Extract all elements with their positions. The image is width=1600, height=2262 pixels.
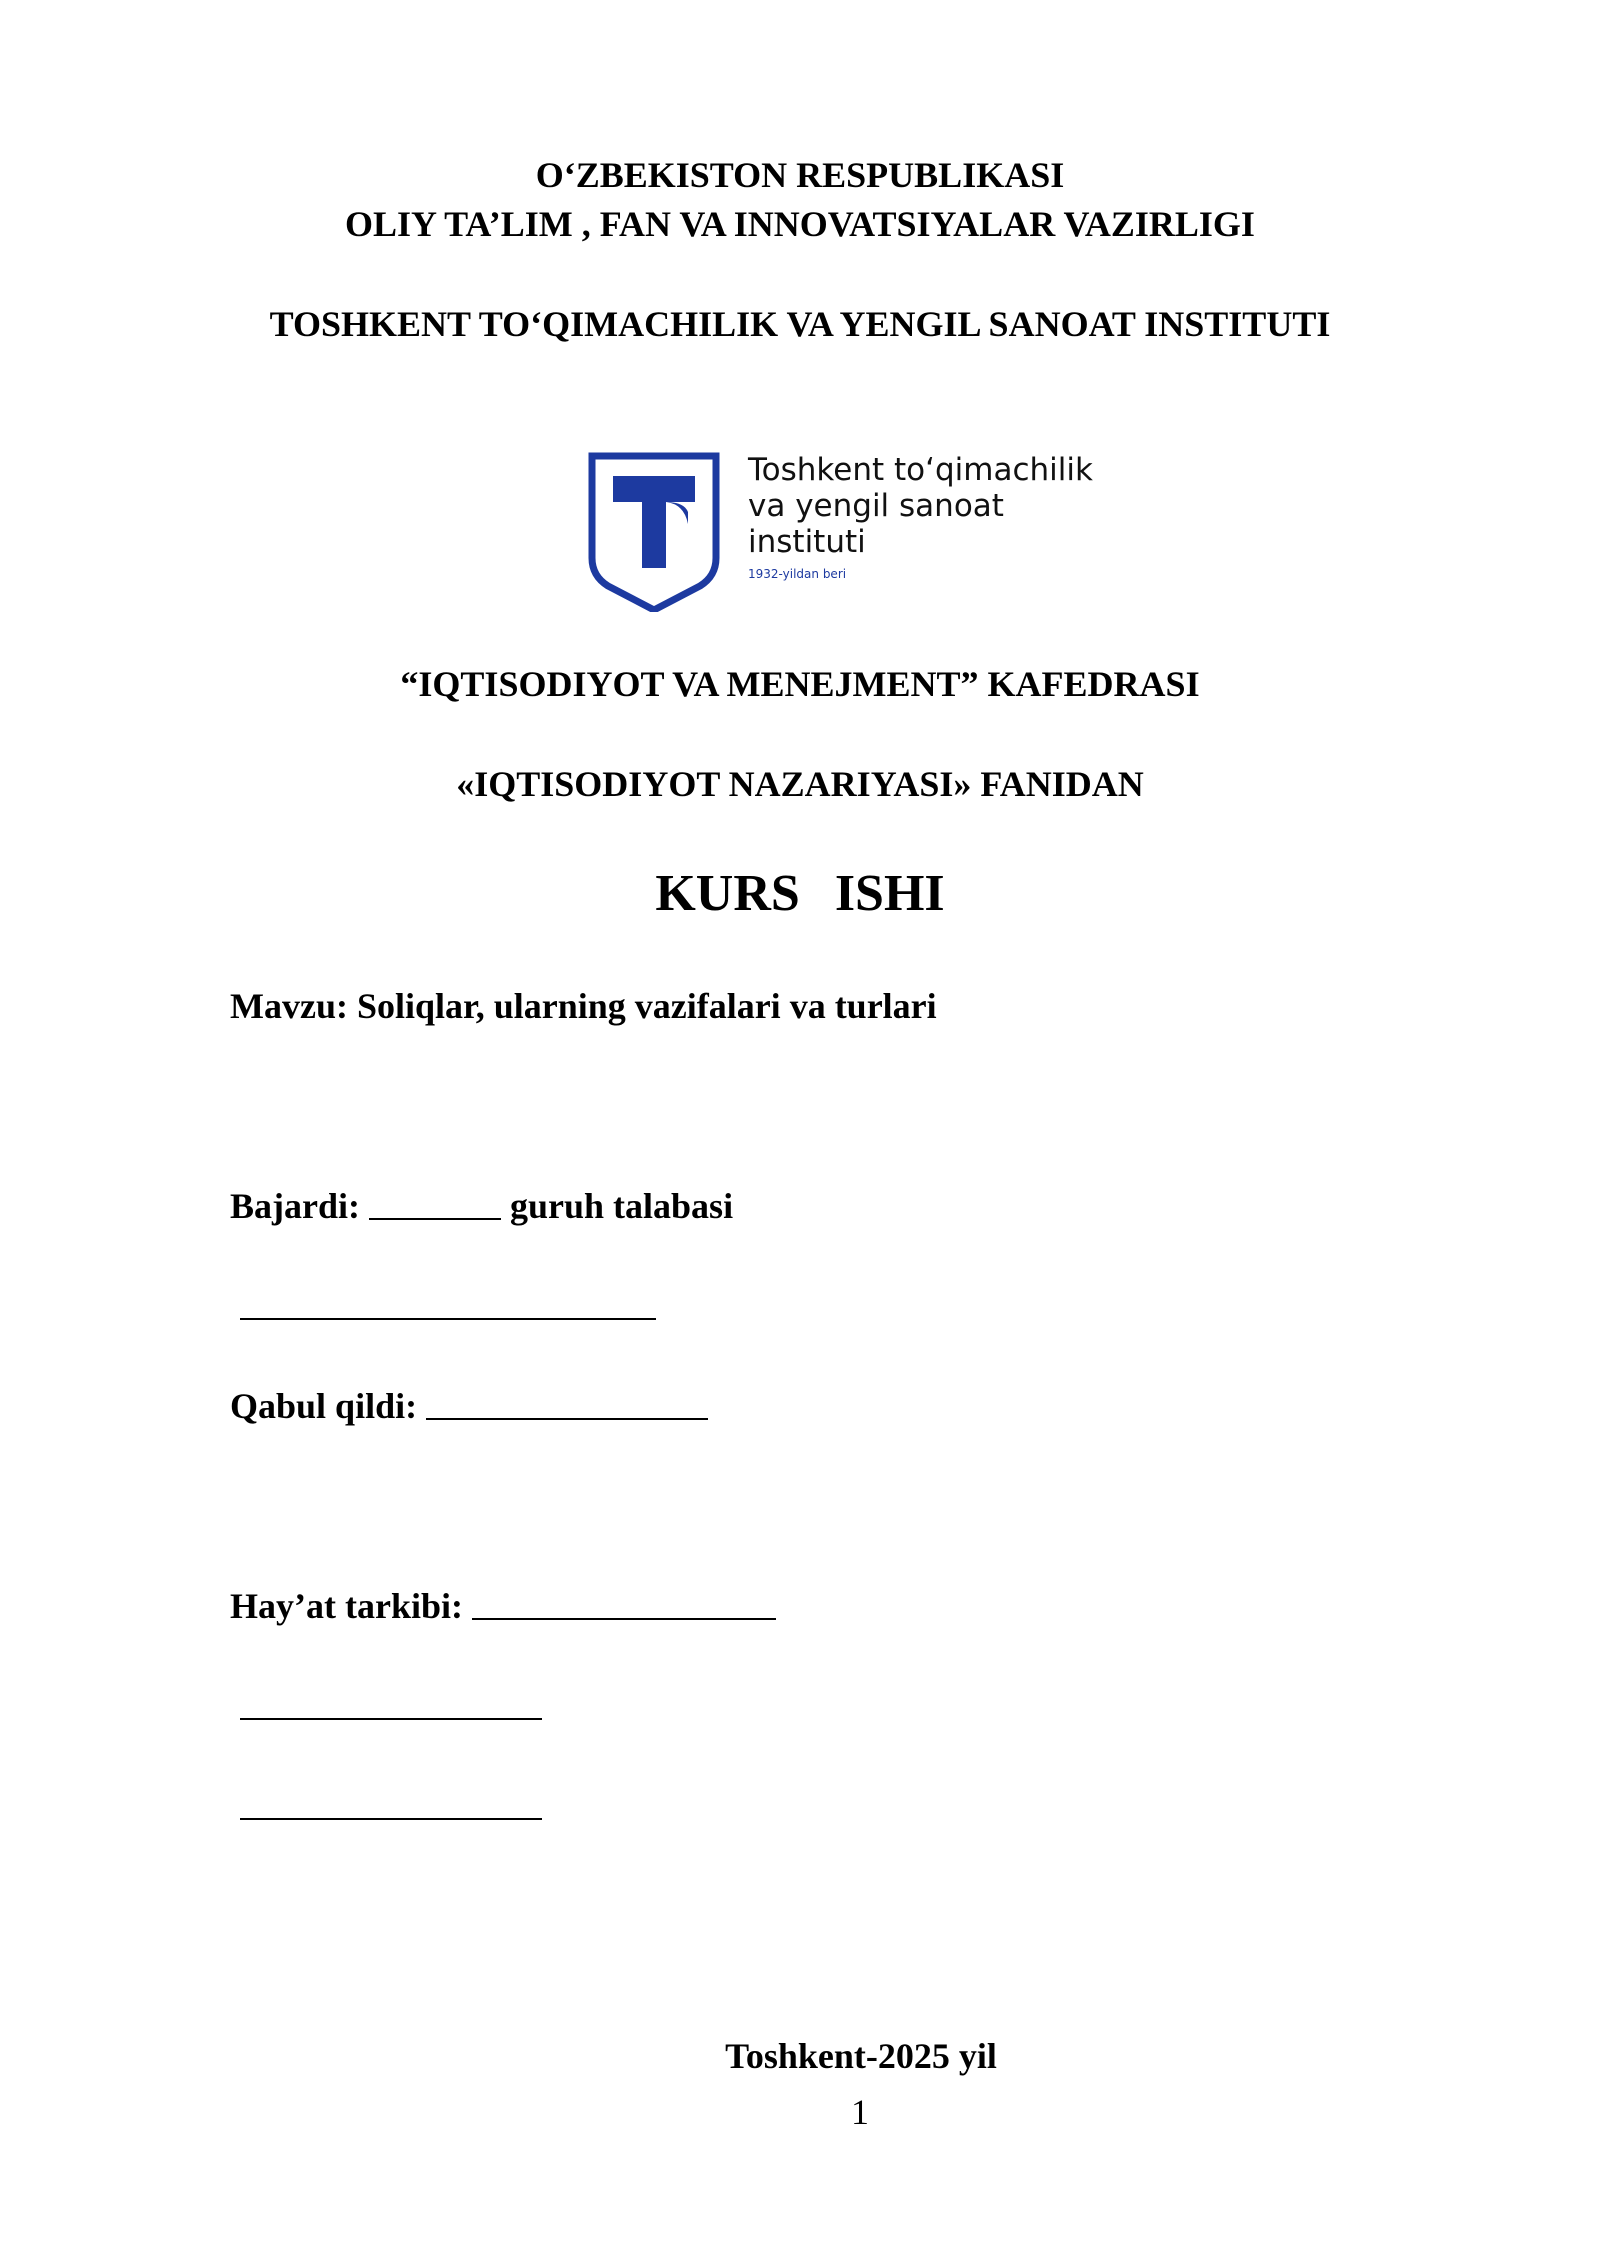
student-name-line xyxy=(240,1282,656,1330)
subject-heading: «IQTISODIYOT NAZARIYASI» FANIDAN xyxy=(456,764,1144,804)
qabul-line xyxy=(230,1382,708,1430)
logo-text-line1: Toshkent to‘qimachilik xyxy=(748,452,1093,488)
logo-tagline: 1932-yildan beri xyxy=(748,567,847,581)
bajardi-line xyxy=(230,1182,733,1230)
committee-blank-3 xyxy=(240,1788,542,1820)
document-title: KURS ISHI xyxy=(655,865,945,922)
hayat-label: Hay’at tarkibi: xyxy=(230,1586,463,1626)
committee-blank xyxy=(472,1588,776,1620)
committee-line-3 xyxy=(240,1782,542,1830)
group-blank xyxy=(369,1188,501,1220)
page-number: 1 xyxy=(851,2092,869,2132)
institute-logo xyxy=(588,452,1128,612)
qabul-label: Qabul qildi: xyxy=(230,1386,418,1426)
topic-line: Mavzu: Soliqlar, ularning vazifalari va turlari xyxy=(230,986,937,1026)
student-name-blank xyxy=(240,1288,656,1320)
shield-t-icon xyxy=(588,452,720,612)
department-heading: “IQTISODIYOT VA MENEJMENT” KAFEDRASI xyxy=(400,664,1200,704)
city-year: Toshkent-2025 yil xyxy=(725,2036,997,2076)
bajardi-suffix: guruh talabasi xyxy=(510,1186,734,1226)
reviewer-blank xyxy=(426,1388,708,1420)
committee-line-2 xyxy=(240,1682,542,1730)
country-heading: O‘ZBEKISTON RESPUBLIKASI xyxy=(535,155,1065,195)
institute-heading: TOSHKENT TO‘QIMACHILIK VA YENGIL SANOAT INSTITUTI xyxy=(269,304,1331,344)
bajardi-label: Bajardi: xyxy=(230,1186,360,1226)
logo-text-line3: instituti xyxy=(748,524,866,560)
ministry-heading: OLIY TA’LIM , FAN VA INNOVATSIYALAR VAZIRLIGI xyxy=(345,204,1255,244)
logo-text-line2: va yengil sanoat xyxy=(748,488,1004,524)
logo-text xyxy=(748,452,1093,582)
hayat-line xyxy=(230,1582,776,1630)
committee-blank-2 xyxy=(240,1688,542,1720)
